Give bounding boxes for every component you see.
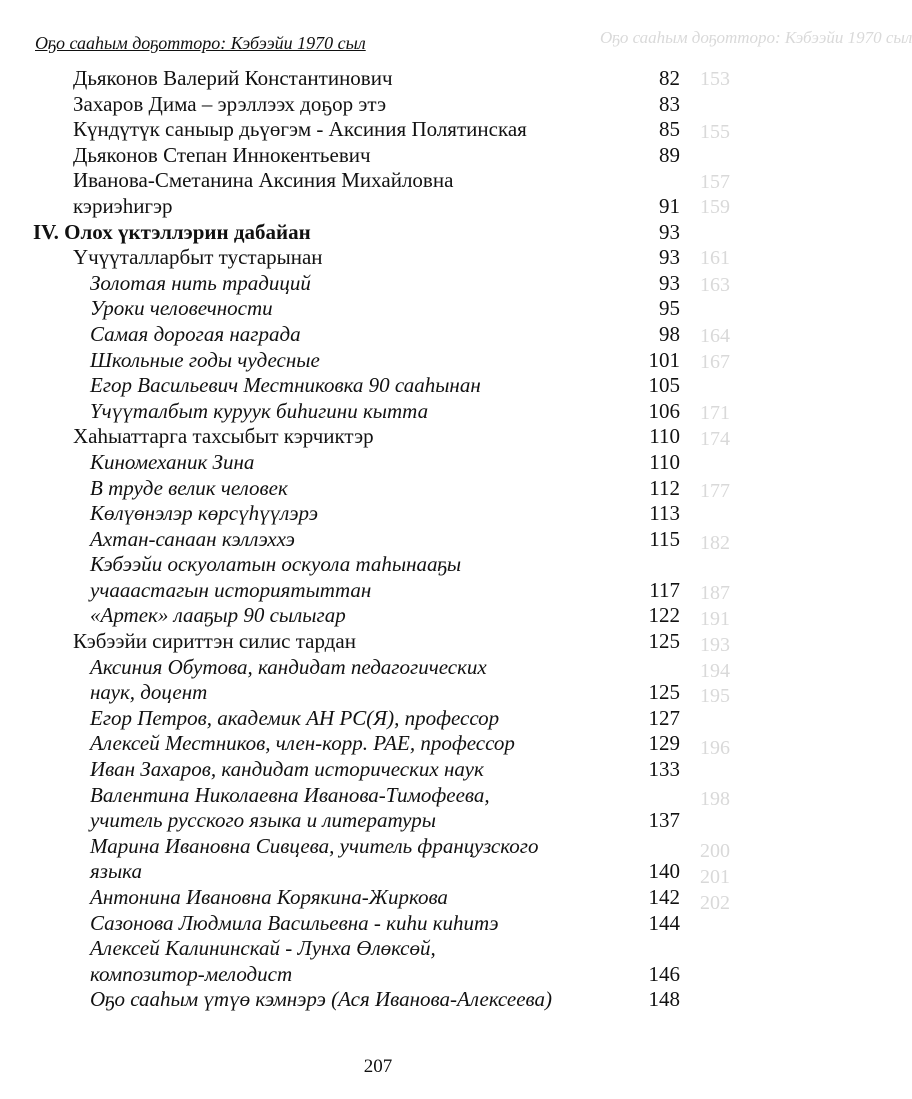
toc-entry-page: 115: [649, 526, 680, 551]
toc-entry-title: IV. Олох үктэллэрин дабайан: [33, 219, 311, 244]
bleed-through-number: 187: [700, 582, 730, 604]
toc-subentry: [0, 936, 756, 962]
toc-entry: [0, 629, 756, 655]
toc-subentry: [0, 962, 756, 988]
toc-entry-title: Иван Захаров, кандидат исторических наук: [90, 757, 484, 782]
bleed-through-number: 193: [700, 634, 730, 656]
toc-section-heading: [0, 220, 756, 246]
toc-entry-title: учитель русского языка и литературы: [90, 808, 436, 833]
toc-entry-page: 91: [659, 193, 680, 218]
bleed-through-number: 202: [700, 892, 730, 914]
toc-subentry: [0, 834, 756, 860]
bleed-through-number: 161: [700, 247, 730, 269]
toc-entry-title: языка: [90, 859, 142, 884]
bleed-through-number: 195: [700, 685, 730, 707]
toc-entry: [0, 92, 756, 118]
toc-entry: [0, 194, 756, 220]
toc-entry-page: 95: [659, 296, 680, 321]
toc-entry: [0, 66, 756, 92]
toc-entry-page: 85: [659, 117, 680, 142]
bleed-through-number: 200: [700, 840, 730, 862]
toc-entry-title: Антонина Ивановна Корякина-Жиркова: [90, 885, 448, 909]
toc-subentry: [0, 603, 756, 629]
toc-entry-page: 110: [649, 424, 680, 449]
toc-entry-title: кэриэһигэр: [73, 193, 173, 218]
toc-subentry: [0, 399, 756, 425]
toc-entry-title: Самая дорогая награда: [90, 321, 301, 346]
toc-entry-page: 101: [648, 347, 680, 372]
bleed-through-number: 155: [700, 121, 730, 143]
toc-entry-title: Егор Васильевич Местниковка 90 сааһынан: [90, 373, 481, 398]
toc-subentry: [0, 706, 756, 732]
bleed-through-number: 167: [700, 351, 730, 373]
toc-subentry: [0, 757, 756, 783]
toc-entry-page: 140: [648, 859, 680, 884]
toc-subentry: [0, 655, 756, 681]
toc-entry-page: 137: [648, 808, 680, 833]
toc-entry-title: В труде велик человек: [90, 475, 288, 500]
toc-entry: [0, 168, 756, 194]
toc-entry-page: 98: [659, 321, 680, 346]
toc-entry-title: Валентина Николаевна Иванова-Тимофеева,: [90, 782, 490, 807]
toc-subentry: [0, 296, 756, 322]
bleed-through-number: 196: [700, 737, 730, 759]
toc-subentry: [0, 911, 756, 937]
toc-entry-title: Кэбээйи сириттэн силис тардан: [73, 629, 356, 654]
toc-subentry: [0, 501, 756, 527]
bleed-through-number: 171: [700, 402, 730, 424]
toc-entry-title: «Артек» лааҕыр 90 сылыгар: [90, 603, 346, 628]
toc-entry-title: Уроки человечности: [90, 296, 273, 321]
toc-entry-page: 106: [648, 398, 680, 423]
toc-subentry: [0, 783, 756, 809]
toc-entry: [0, 245, 756, 271]
toc-entry-page: 89: [659, 142, 680, 167]
toc-entry-page: 133: [648, 757, 680, 782]
bleed-through-number: 201: [700, 866, 730, 888]
toc-entry-page: 117: [649, 577, 680, 602]
toc-entry-page: 125: [648, 629, 680, 654]
toc-entry-title: Хаһыаттарга тахсыбыт кэрчиктэр: [73, 424, 374, 449]
toc-entry-page: 93: [659, 219, 680, 244]
bleed-through-number: 174: [700, 428, 730, 450]
bleed-through-number: 191: [700, 608, 730, 630]
toc-entry-title: Иванова-Сметанина Аксиния Михайловна: [73, 168, 454, 193]
toc-entry-page: 127: [648, 705, 680, 730]
toc-subentry: [0, 271, 756, 297]
toc-entry-title: Алексей Местников, член-корр. РАЕ, профессор: [90, 731, 515, 756]
toc-entry-title: Школьные годы чудесные: [90, 347, 320, 372]
bleed-through-header: Оҕо сааһым доҕотторо: Кэбээйи 1970 сыл: [600, 28, 912, 47]
table-of-contents: [0, 66, 756, 1013]
toc-subentry: [0, 373, 756, 399]
toc-subentry: [0, 476, 756, 502]
toc-subentry: [0, 808, 756, 834]
toc-entry-page: 93: [659, 270, 680, 295]
toc-entry-title: Ахтан-санаан кэллэххэ: [90, 526, 295, 551]
toc-entry-page: 129: [648, 731, 680, 756]
running-header: Оҕо сааһым доҕотторо: Кэбээйи 1970 сыл: [35, 33, 366, 53]
toc-entry-page: 83: [659, 91, 680, 116]
toc-entry-title: Золотая нить традиций: [90, 270, 311, 295]
toc-entry-title: Үчүүталбыт куруук биһигини кытта: [90, 398, 429, 423]
bleed-through-number: 194: [700, 660, 730, 682]
toc-entry-title: Алексей Калининскай - Лунха Өлөксөй,: [90, 936, 436, 961]
toc-entry-title: Киномеханик Зина: [90, 449, 255, 474]
bleed-through-number: 157: [700, 171, 730, 193]
toc-entry-page: 113: [649, 501, 680, 526]
bleed-through-number: 182: [700, 532, 730, 554]
toc-subentry: [0, 680, 756, 706]
bleed-through-number: 177: [700, 480, 730, 502]
toc-entry-page: 110: [649, 449, 680, 474]
toc-subentry: [0, 885, 756, 911]
toc-entry-title: Кэбээйи оскуолатын оскуола таһынааҕы: [90, 552, 462, 577]
toc-entry-title: Оҕо сааһым үтүө кэмнэрэ (Ася Иванова-Алексеева): [90, 987, 552, 1012]
toc-entry-title: композитор-мелодист: [90, 961, 293, 986]
toc-entry-title: Дьяконов Валерий Константинович: [73, 66, 393, 90]
toc-entry-title: Күндүтүк саныыр дьүөгэм - Аксиния Полятинская: [73, 117, 527, 142]
toc-entry-title: Аксиния Обутова, кандидат педагогических: [90, 654, 487, 679]
toc-entry: [0, 424, 756, 450]
toc-entry-page: 105: [648, 373, 680, 398]
toc-entry-page: 93: [659, 245, 680, 270]
toc-subentry: [0, 322, 756, 348]
bleed-through-number: 164: [700, 325, 730, 347]
toc-entry-page: 82: [659, 66, 680, 90]
bleed-through-number: 153: [700, 68, 730, 90]
toc-subentry: [0, 348, 756, 374]
toc-entry-title: Сазонова Людмила Васильевна - киһи киһитэ: [90, 910, 499, 935]
toc-entry-page: 142: [648, 885, 680, 909]
toc-subentry: [0, 731, 756, 757]
toc-entry-title: Захаров Дима – эрэллээх доҕор этэ: [73, 91, 387, 116]
toc-entry-title: Дьяконов Степан Иннокентьевич: [73, 142, 371, 167]
toc-subentry: [0, 987, 756, 1013]
toc-entry: [0, 143, 756, 169]
toc-entry-title: Көлүөнэлэр көрсүһүүлэрэ: [90, 501, 318, 526]
page-number: 207: [363, 1056, 393, 1077]
toc-subentry: [0, 859, 756, 885]
toc-entry-title: Үчүүталларбыт тустарынан: [73, 245, 323, 270]
toc-entry-title: учааастагын историятыттан: [90, 577, 372, 602]
bleed-through-number: 159: [700, 196, 730, 218]
toc-entry-page: 112: [649, 475, 680, 500]
bleed-through-number: 163: [700, 274, 730, 296]
toc-entry-page: 122: [648, 603, 680, 628]
toc-subentry: [0, 578, 756, 604]
toc-entry: [0, 117, 756, 143]
toc-entry-page: 148: [648, 987, 680, 1012]
toc-entry-page: 144: [648, 910, 680, 935]
toc-subentry: [0, 552, 756, 578]
toc-subentry: [0, 527, 756, 553]
toc-entry-page: 125: [648, 680, 680, 705]
toc-subentry: [0, 450, 756, 476]
bleed-through-number: 198: [700, 788, 730, 810]
toc-entry-page: 146: [648, 961, 680, 986]
toc-entry-title: наук, доцент: [90, 680, 208, 705]
toc-entry-title: Егор Петров, академик АН РС(Я), профессор: [90, 705, 500, 730]
toc-entry-title: Марина Ивановна Сивцева, учитель французского: [90, 833, 539, 858]
